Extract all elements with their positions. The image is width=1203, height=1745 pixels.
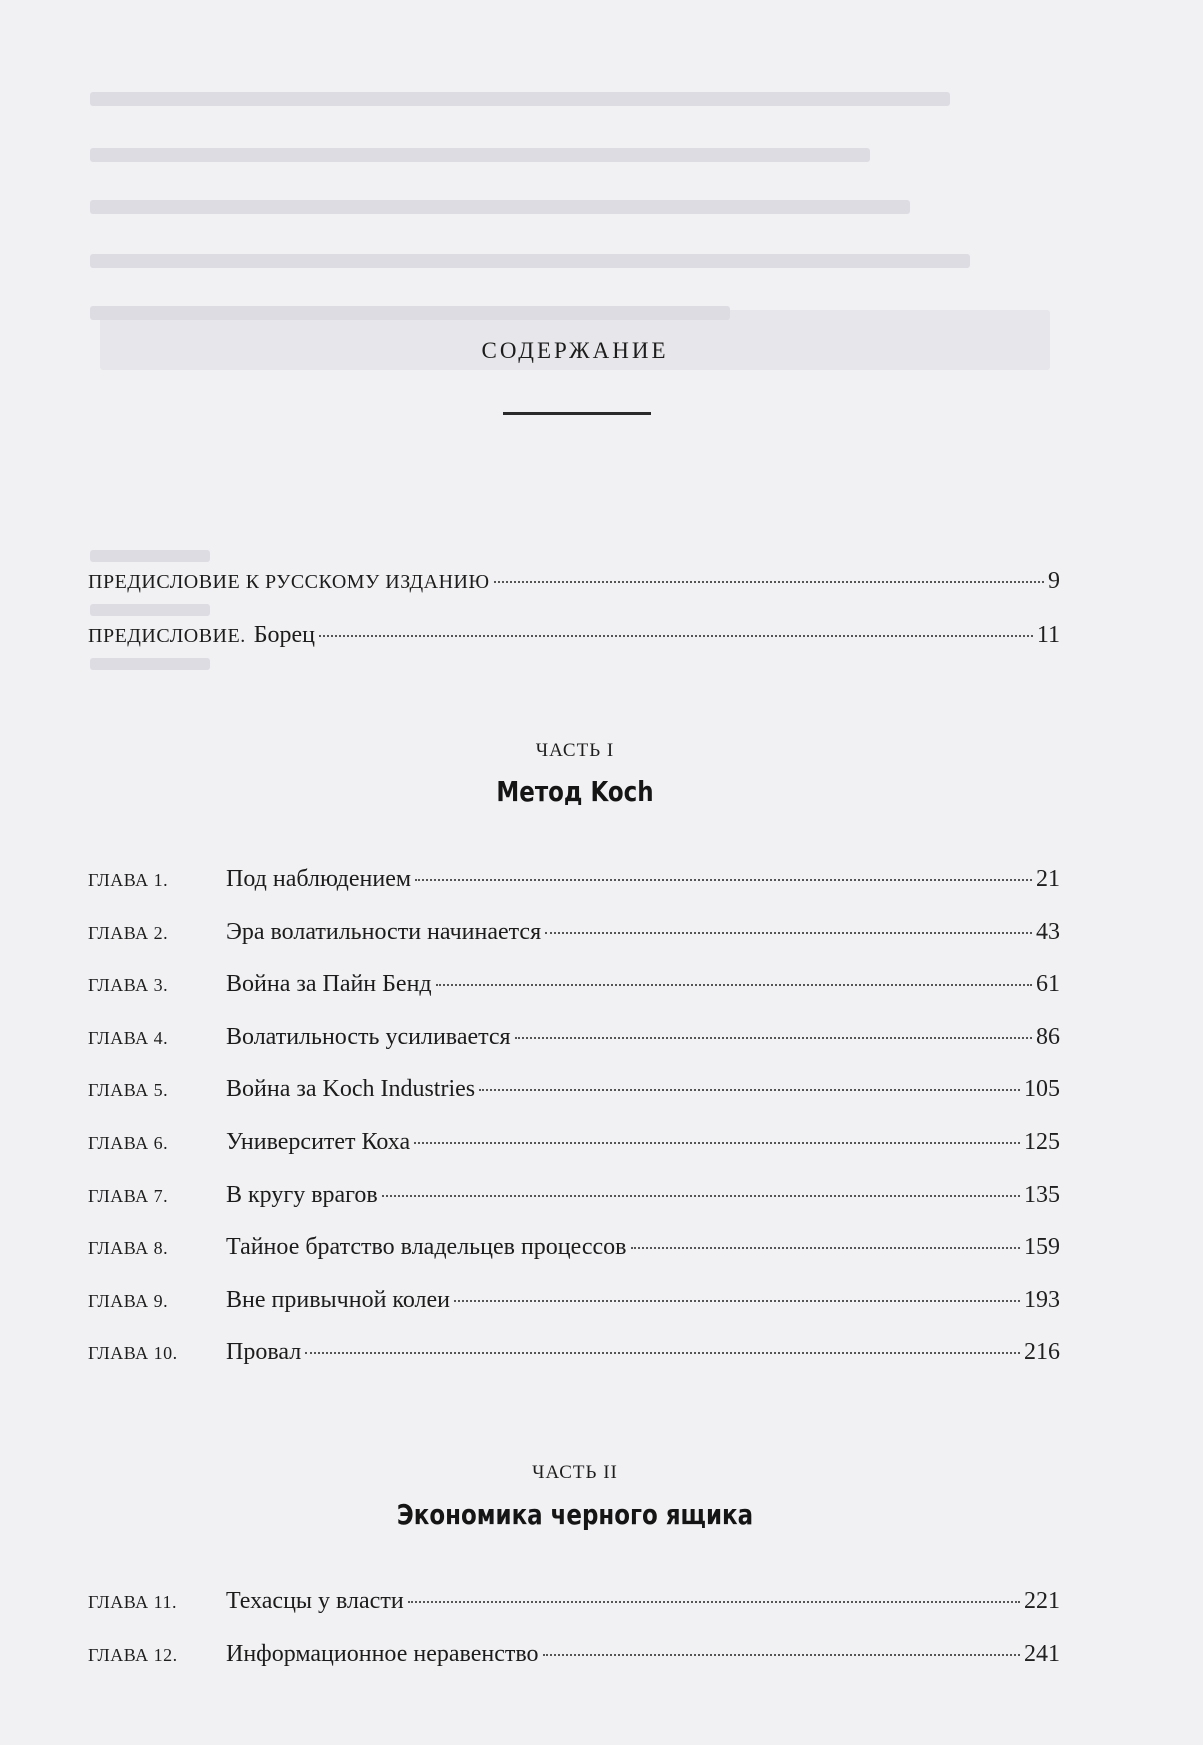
chapter-number: ГЛАВА 4. (88, 1027, 169, 1048)
toc-chapter-entry[interactable] (88, 1641, 1060, 1677)
page-number: 21 (1036, 866, 1060, 892)
chapter-title: Информационное неравенство (226, 1641, 539, 1667)
chapter-number: ГЛАВА 7. (88, 1185, 169, 1206)
part-label: ЧАСТЬ I (535, 740, 615, 761)
page-number: 216 (1024, 1339, 1060, 1366)
leader-dots (515, 1037, 1032, 1039)
toc-chapter-entry[interactable] (88, 866, 1060, 902)
leader-dots (479, 1089, 1020, 1091)
leader-dots (408, 1601, 1020, 1603)
leader-dots (436, 984, 1032, 986)
leader-dots (415, 879, 1032, 881)
chapter-title: Под наблюдением (226, 866, 412, 892)
leader-dots (319, 635, 1033, 637)
page-number: 125 (1024, 1129, 1060, 1155)
toc-chapter-entry[interactable] (88, 1588, 1060, 1624)
page-number: 105 (1024, 1076, 1060, 1103)
chapter-number: ГЛАВА 10. (88, 1343, 178, 1364)
page-number: 241 (1024, 1641, 1060, 1667)
leader-dots (305, 1352, 1020, 1354)
part-label: ЧАСТЬ II (532, 1462, 618, 1483)
chapter-title: Война за Koch Industries (226, 1076, 476, 1103)
heading-divider (503, 412, 651, 415)
page-number: 135 (1024, 1181, 1060, 1208)
bleed-through-background (0, 0, 1203, 600)
leader-dots (454, 1300, 1020, 1302)
chapter-number: ГЛАВА 5. (88, 1080, 169, 1101)
chapter-number: ГЛАВА 12. (88, 1645, 178, 1665)
page-number: 61 (1036, 971, 1060, 998)
toc-entry-preface-russian[interactable] (88, 568, 1060, 604)
toc-chapter-entry[interactable] (88, 1129, 1060, 1165)
part-title: Экономика черного ящика (396, 1498, 754, 1531)
chapter-number: ГЛАВА 1. (88, 870, 169, 890)
page-number: 11 (1036, 622, 1060, 648)
toc-chapter-entry[interactable] (88, 1287, 1060, 1323)
chapter-title: Эра волатильности начинается (226, 918, 542, 945)
chapter-title: В кругу врагов (226, 1181, 378, 1208)
chapter-title: Университет Коха (226, 1129, 411, 1155)
leader-dots (382, 1195, 1020, 1197)
chapter-number: ГЛАВА 9. (88, 1290, 169, 1311)
page-number: 193 (1024, 1286, 1060, 1313)
toc-chapter-entry[interactable] (88, 1024, 1060, 1060)
page-number: 159 (1024, 1234, 1060, 1261)
chapter-number: ГЛАВА 3. (88, 975, 169, 996)
part-title: Метод Koch (496, 775, 654, 808)
page-number: 86 (1036, 1023, 1060, 1050)
chapter-title: Волатильность усиливается (226, 1023, 511, 1050)
chapter-title: Провал (226, 1339, 302, 1366)
chapter-number: ГЛАВА 8. (88, 1238, 169, 1259)
page-number: 221 (1024, 1588, 1060, 1614)
toc-chapter-entry[interactable] (88, 1339, 1060, 1375)
leader-dots (543, 1654, 1020, 1656)
chapter-title: Война за Пайн Бенд (226, 971, 432, 998)
page-number: 9 (1048, 568, 1060, 594)
toc-chapter-entry[interactable] (88, 1182, 1060, 1218)
toc-heading: СОДЕРЖАНИЕ (481, 338, 669, 363)
toc-chapter-entry[interactable] (88, 1076, 1060, 1112)
leader-dots (494, 581, 1044, 583)
chapter-title: Техасцы у власти (226, 1588, 404, 1614)
toc-chapter-entry[interactable] (88, 919, 1060, 955)
entry-label: ПРЕДИСЛОВИЕ. (88, 625, 246, 647)
entry-label-rest: Борец (253, 622, 315, 648)
leader-dots (414, 1142, 1020, 1144)
chapter-number: ГЛАВА 2. (88, 922, 169, 943)
toc-chapter-entry[interactable] (88, 1234, 1060, 1270)
chapter-title: Вне привычной колеи (226, 1286, 451, 1313)
leader-dots (545, 932, 1032, 934)
leader-dots (631, 1247, 1020, 1249)
toc-chapter-entry[interactable] (88, 971, 1060, 1007)
chapter-number: ГЛАВА 6. (88, 1133, 169, 1153)
chapter-title: Тайное братство владельцев процессов (226, 1234, 627, 1261)
entry-label: ПРЕДИСЛОВИЕ К РУССКОМУ ИЗДАНИЮ (88, 571, 490, 593)
page-number: 43 (1036, 918, 1060, 945)
toc-entry-preface[interactable] (88, 622, 1060, 658)
chapter-number: ГЛАВА 11. (88, 1592, 177, 1612)
